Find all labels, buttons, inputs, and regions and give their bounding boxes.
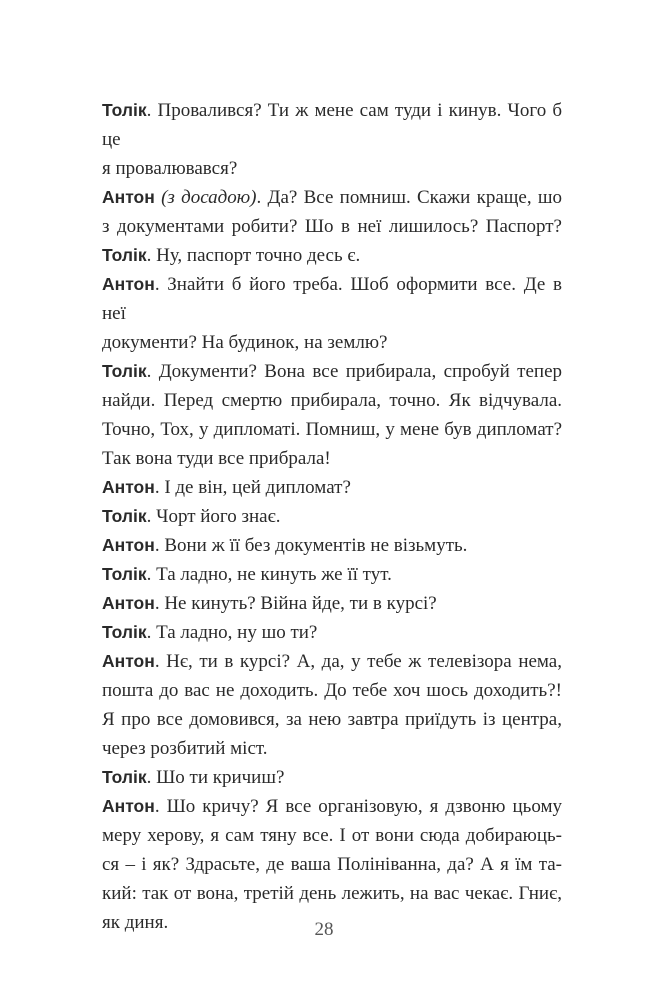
text-line xyxy=(102,154,562,183)
line-text: . Та ладно, не кинуть же її тут. xyxy=(146,564,392,585)
line-text: як диня. xyxy=(102,912,169,933)
speaker-name: Толік xyxy=(102,100,147,120)
line-text: . Ну, паспорт точно десь є. xyxy=(146,245,361,266)
speaker-name: Толік xyxy=(102,245,147,265)
line-text: Так вона туди все прибрала! xyxy=(102,448,331,469)
stage-direction: (з досадою) xyxy=(154,187,257,208)
page-text xyxy=(102,96,562,937)
text-line xyxy=(102,241,562,270)
text-line xyxy=(102,879,562,908)
line-text: я провалювався? xyxy=(102,158,238,179)
text-line xyxy=(102,763,562,792)
text-line xyxy=(102,792,562,821)
line-text: . Шо кричу? Я все організовую, я дзвоню цьому xyxy=(154,796,562,817)
text-line xyxy=(102,676,562,705)
line-text: . Да? Все помниш. Скажи краще, шо xyxy=(256,187,562,208)
text-line xyxy=(102,531,562,560)
text-line xyxy=(102,647,562,676)
line-text: пошта до вас не доходить. До тебе хоч шось доходить?! xyxy=(102,680,562,701)
text-line xyxy=(102,357,562,386)
text-line xyxy=(102,386,562,415)
text-line xyxy=(102,705,562,734)
speaker-name: Антон xyxy=(102,535,155,555)
line-text: . Чорт його знає. xyxy=(146,506,281,527)
text-line xyxy=(102,328,562,357)
line-text: . Вони ж її без документів не візьмуть. xyxy=(154,535,468,556)
speaker-name: Толік xyxy=(102,767,147,787)
text-line xyxy=(102,618,562,647)
text-line xyxy=(102,415,562,444)
text-line xyxy=(102,270,562,328)
text-line xyxy=(102,734,562,763)
text-line xyxy=(102,212,562,241)
speaker-name: Антон xyxy=(102,593,155,613)
line-text: Точно, Тох, у дипломаті. Помниш, у мене був дипломат? xyxy=(102,419,562,440)
line-text: . Не кинуть? Війна йде, ти в курсі? xyxy=(154,593,437,614)
speaker-name: Толік xyxy=(102,506,147,526)
text-line xyxy=(102,560,562,589)
text-line xyxy=(102,96,562,154)
line-text: меру херову, я сам тяну все. І от вони сюда добираюць- xyxy=(102,825,562,846)
text-line xyxy=(102,589,562,618)
line-text: кий: так от вона, третій день лежить, на вас чекає. Гниє, xyxy=(102,883,562,904)
line-text: найди. Перед смертю прибирала, точно. Як відчувала. xyxy=(102,390,562,411)
speaker-name: Толік xyxy=(102,622,147,642)
line-text: ся – і як? Здрасьте, де ваша Полініванна, да? А я їм та- xyxy=(102,854,562,875)
speaker-name: Антон xyxy=(102,651,155,671)
text-line xyxy=(102,821,562,850)
line-text: . Та ладно, ну шо ти? xyxy=(146,622,318,643)
line-text: . Знайти б його треба. Шоб оформити все. Де в неї xyxy=(102,274,562,324)
speaker-name: Антон xyxy=(102,187,155,207)
page-number: 28 xyxy=(314,919,334,940)
text-line xyxy=(102,183,562,212)
line-text: Я про все домовився, за нею завтра приїдуть із центра, xyxy=(102,709,562,730)
text-line xyxy=(102,473,562,502)
line-text: . Шо ти кричиш? xyxy=(146,767,285,788)
text-line xyxy=(102,502,562,531)
text-line xyxy=(102,850,562,879)
speaker-name: Антон xyxy=(102,796,155,816)
text-line xyxy=(102,444,562,473)
speaker-name: Толік xyxy=(102,564,147,584)
line-text: . І де він, цей дипломат? xyxy=(154,477,351,498)
line-text: . Провалився? Ти ж мене сам туди і кинув. Чого б це xyxy=(102,100,562,150)
line-text: документи? На будинок, на землю? xyxy=(102,332,388,353)
line-text: через розбитий міст. xyxy=(102,738,268,759)
speaker-name: Антон xyxy=(102,274,155,294)
line-text: з документами робити? Шо в неї лишилось? Паспорт? xyxy=(102,216,562,237)
line-text: . Нє, ти в курсі? А, да, у тебе ж телевізора нема, xyxy=(154,651,562,672)
speaker-name: Антон xyxy=(102,477,155,497)
line-text: . Документи? Вона все прибирала, спробуй тепер xyxy=(146,361,562,382)
speaker-name: Толік xyxy=(102,361,147,381)
